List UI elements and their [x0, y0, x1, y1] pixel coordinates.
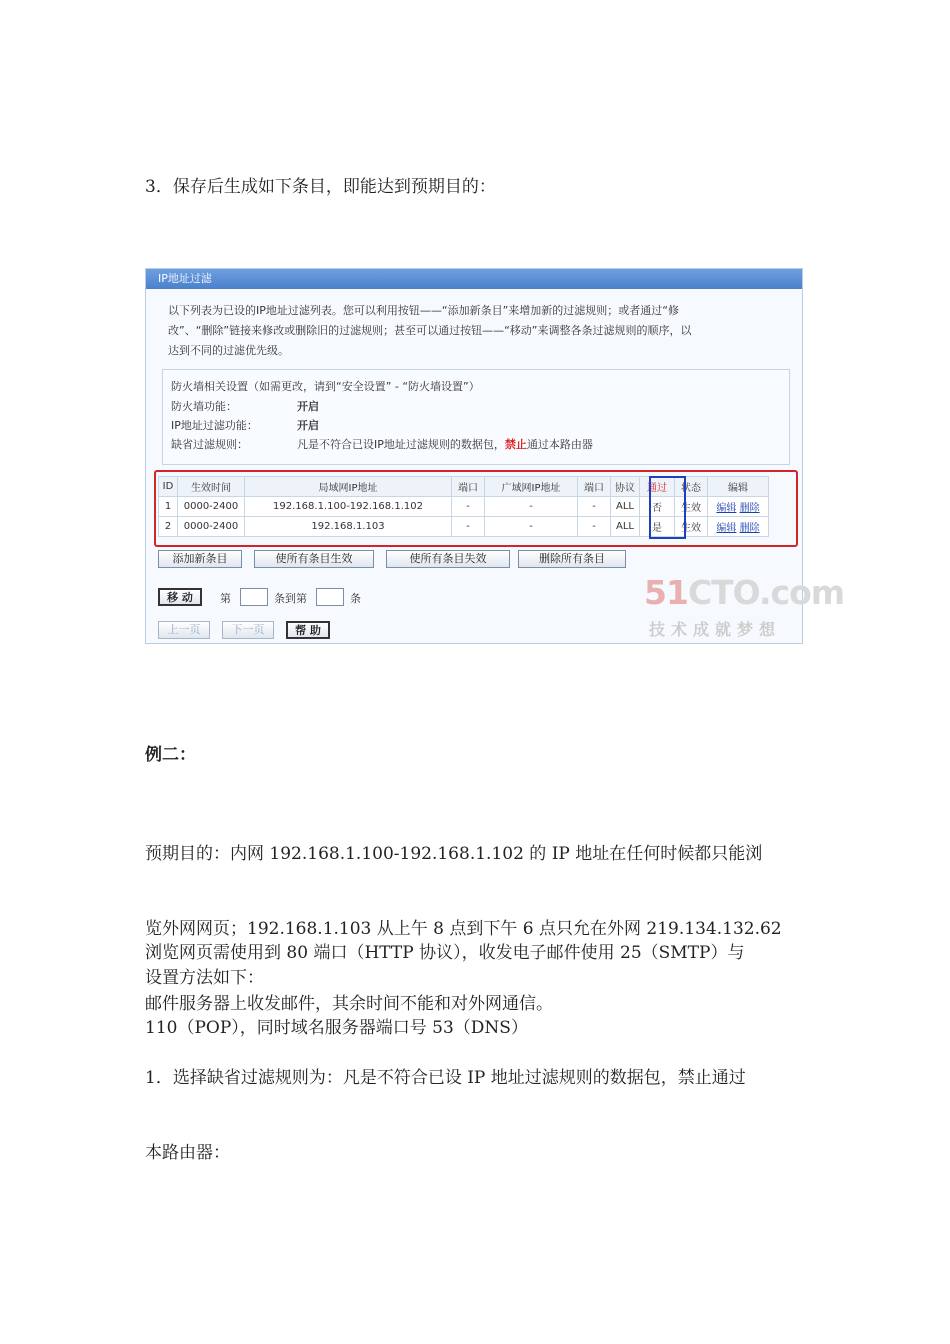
cell-status: 生效 — [675, 517, 708, 537]
cell-lan-port: - — [452, 517, 485, 537]
move-label-end: 条 — [350, 592, 361, 605]
intro-text — [168, 301, 788, 361]
add-entry-button[interactable]: 添加新条目 — [158, 550, 242, 568]
cell-protocol: ALL — [611, 517, 640, 537]
firewall-function-label: 防火墙功能： — [171, 400, 237, 413]
cell-wan-ip: - — [485, 517, 578, 537]
default-rule-value — [297, 438, 593, 452]
table-row — [159, 497, 769, 517]
move-button[interactable]: 移 动 — [158, 588, 202, 606]
step3-text: 3．保存后生成如下条目，即能达到预期目的： — [145, 177, 496, 197]
col-wan-ip: 广域网IP地址 — [485, 477, 578, 497]
default-rule-label: 缺省过滤规则： — [171, 438, 248, 451]
delete-link[interactable]: 删除 — [739, 503, 760, 514]
intro-line: 改”、“删除”链接来修改或删除旧的过滤规则；甚至可以通过按钮——“移动”来调整各条过滤规则的顺序，以 — [168, 324, 692, 337]
cell-actions — [708, 517, 769, 537]
cell-id: 1 — [159, 497, 178, 517]
col-lan-port: 端口 — [452, 477, 485, 497]
rules-table — [158, 476, 769, 537]
intro-line: 达到不同的过滤优先级。 — [168, 344, 289, 357]
cell-actions — [708, 497, 769, 517]
goal-line: 邮件服务器上收发邮件，其余时间不能和对外网通信。 — [145, 994, 553, 1014]
col-id: ID — [159, 477, 178, 497]
col-time: 生效时间 — [178, 477, 245, 497]
cell-wan-port: - — [578, 517, 611, 537]
ports-line: 浏览网页需使用到 80 端口（HTTP 协议），收发电子邮件使用 25（SMTP）与 — [145, 943, 745, 963]
cell-lan-port: - — [452, 497, 485, 517]
default-rule-post: 通过本路由器 — [526, 438, 593, 451]
firewall-settings-box — [162, 369, 790, 465]
ip-filter-label: IP地址过滤功能： — [171, 419, 258, 432]
firewall-function-value: 开启 — [297, 400, 319, 413]
table-row — [159, 517, 769, 537]
cell-pass: 是 — [640, 517, 675, 537]
watermark-logo: 51CTO.com — [644, 573, 845, 612]
move-to-input[interactable] — [316, 588, 344, 606]
col-lan-ip: 局域网IP地址 — [245, 477, 452, 497]
ip-filter-value: 开启 — [297, 419, 319, 432]
col-protocol: 协议 — [611, 477, 640, 497]
firewall-header: 防火墙相关设置（如需更改，请到“安全设置” - “防火墙设置”） — [171, 380, 480, 393]
cell-protocol: ALL — [611, 497, 640, 517]
col-wan-port: 端口 — [578, 477, 611, 497]
cell-status: 生效 — [675, 497, 708, 517]
move-from-input[interactable] — [240, 588, 268, 606]
goal-line: 预期目的：内网 192.168.1.100-192.168.1.102 的 IP 地址在任何时候都只能浏 — [145, 844, 763, 864]
default-rule-deny: 禁止 — [504, 438, 527, 451]
disable-all-button[interactable]: 使所有条目失效 — [386, 550, 510, 568]
cell-id: 2 — [159, 517, 178, 537]
firewall-function-row — [171, 400, 771, 414]
ip-filter-row — [171, 419, 771, 433]
col-edit: 编辑 — [708, 477, 769, 497]
delete-all-button[interactable]: 删除所有条目 — [518, 550, 626, 568]
cell-time: 0000-2400 — [178, 517, 245, 537]
cell-wan-ip: - — [485, 497, 578, 517]
step1-line: 1．选择缺省过滤规则为：凡是不符合已设 IP 地址过滤规则的数据包，禁止通过 — [145, 1068, 746, 1088]
step1-paragraph — [145, 1016, 746, 1191]
cell-time: 0000-2400 — [178, 497, 245, 517]
help-button[interactable]: 帮 助 — [286, 621, 330, 639]
delete-link[interactable]: 删除 — [739, 523, 760, 534]
cell-pass: 否 — [640, 497, 675, 517]
method-text: 设置方法如下： — [145, 968, 264, 988]
default-rule-row — [171, 438, 771, 452]
col-status: 状态 — [675, 477, 708, 497]
cell-lan-ip: 192.168.1.103 — [245, 517, 452, 537]
panel-title: IP地址过滤 — [146, 269, 802, 289]
prev-page-button[interactable]: 上一页 — [158, 621, 210, 639]
col-pass: 通过 — [640, 477, 675, 497]
move-label-to: 条到第 — [274, 592, 307, 605]
intro-line: 以下列表为已设的IP地址过滤列表。您可以利用按钮——“添加新条目”来增加新的过滤规则；或者通过“修 — [168, 304, 679, 317]
enable-all-button[interactable]: 使所有条目生效 — [254, 550, 374, 568]
default-rule-pre: 凡是不符合已设IP地址过滤规则的数据包， — [297, 438, 505, 451]
cell-wan-port: - — [578, 497, 611, 517]
move-label-from: 第 — [220, 592, 231, 605]
edit-link[interactable]: 编辑 — [716, 523, 737, 534]
cell-lan-ip: 192.168.1.100-192.168.1.102 — [245, 497, 452, 517]
example2-heading: 例二： — [145, 745, 196, 765]
goal-line: 览外网网页；192.168.1.103 从上午 8 点到下午 6 点只允在外网 219.134.132.62 — [145, 919, 782, 939]
step1-line: 本路由器： — [145, 1143, 230, 1163]
ports-line: 110（POP），同时域名服务器端口号 53（DNS） — [145, 1018, 528, 1038]
watermark-slogan: 技术成就梦想 — [649, 620, 782, 639]
table-header-row — [159, 477, 769, 497]
router-screenshot — [145, 268, 845, 644]
next-page-button[interactable]: 下一页 — [222, 621, 274, 639]
edit-link[interactable]: 编辑 — [716, 503, 737, 514]
